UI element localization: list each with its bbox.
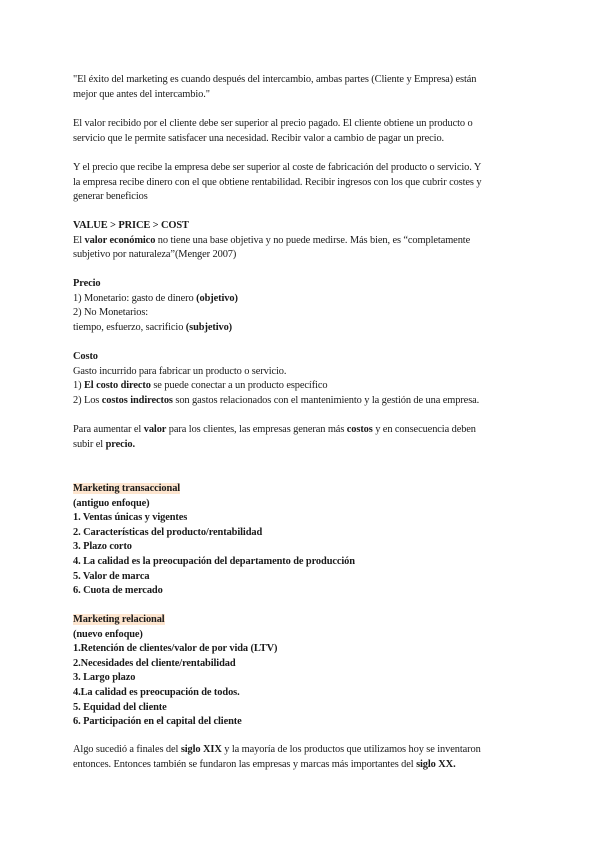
paragraph-line: subir el precio.: [73, 438, 135, 450]
list-item: 5. Valor de marca: [73, 570, 150, 582]
closing-paragraph: [73, 743, 533, 772]
value-definition-line: subjetivo por naturaleza”(Menger 2007): [73, 249, 237, 261]
list-item: 1.Retención de clientes/valor de por vida (LTV): [73, 643, 278, 655]
costo-line: Gasto incurrido para fabricar un producto o servicio.: [73, 365, 287, 377]
value-formula: VALUE > PRICE > COST: [73, 220, 189, 231]
list-item: 4. La calidad es la preocupación del departamento de producción: [73, 555, 355, 567]
list-item: 2.Necesidades del cliente/rentabilidad: [73, 657, 236, 669]
list-item: 3. Plazo corto: [73, 541, 132, 553]
client-value-paragraph: [73, 117, 533, 146]
intro-quote: [73, 73, 533, 102]
marketing-transaccional-section: [73, 482, 533, 599]
marketing-relacional-section: [73, 613, 533, 730]
list-item: 6. Cuota de mercado: [73, 585, 163, 597]
paragraph-line: entonces. Entonces también se fundaron las empresas y marcas más importantes del siglo XX.: [73, 758, 456, 770]
precio-item: 2) No Monetarios:: [73, 307, 149, 319]
list-item: 6. Participación en el capital del cliente: [73, 716, 242, 728]
company-price-paragraph: [73, 161, 533, 205]
paragraph-line: servicio que le permite satisfacer una necesidad. Recibir valor a cambio de pagar un precio.: [73, 132, 445, 144]
precio-item: tiempo, esfuerzo, sacrificio (subjetivo): [73, 321, 233, 333]
marketing-transaccional-subheading: (antiguo enfoque): [73, 497, 150, 509]
paragraph-line: El valor recibido por el cliente debe ser superior al precio pagado. El cliente obtiene un producto o: [73, 118, 473, 129]
costo-line: 2) Los costos indirectos son gastos relacionados con el mantenimiento y la gestión de una empresa.: [73, 394, 480, 406]
paragraph-line: generar beneficios: [73, 191, 148, 203]
value-increase-paragraph: [73, 423, 533, 452]
costo-heading: Costo: [73, 351, 98, 362]
precio-heading: Precio: [73, 278, 101, 289]
paragraph-line: Para aumentar el valor para los clientes, las empresas generan más costos y en consecuencia deben: [73, 424, 476, 435]
marketing-transaccional-heading: Marketing transaccional: [73, 483, 181, 494]
marketing-relacional-subheading: (nuevo enfoque): [73, 628, 143, 640]
paragraph-line: la empresa recibe dinero con el que obtiene rentabilidad. Recibir ingresos con los que cubrir costes y: [73, 176, 482, 188]
list-item: 1. Ventas únicas y vigentes: [73, 512, 188, 524]
list-item: 3. Largo plazo: [73, 672, 136, 684]
value-section: [73, 219, 533, 263]
paragraph-line: Algo sucedió a finales del siglo XIX y la mayoría de los productos que utilizamos hoy se inventaron: [73, 744, 481, 755]
costo-line: 1) El costo directo se puede conectar a un producto específico: [73, 380, 328, 392]
intro-quote-line: "El éxito del marketing es cuando después del intercambio, ambas partes (Cliente y Empresa) están: [73, 74, 477, 85]
paragraph-line: Y el precio que recibe la empresa debe ser superior al coste de fabricación del producto o servicio. Y: [73, 162, 482, 173]
list-item: 2. Características del producto/rentabilidad: [73, 526, 263, 538]
precio-section: [73, 277, 533, 335]
list-item: 5. Equidad del cliente: [73, 701, 167, 713]
costo-section: [73, 350, 533, 408]
intro-quote-line: mejor que antes del intercambio.": [73, 88, 210, 100]
list-item: 4.La calidad es preocupación de todos.: [73, 686, 240, 698]
value-definition-line: El valor económico no tiene una base objetiva y no puede medirse. Más bien, es “completamente: [73, 234, 471, 246]
precio-item: 1) Monetario: gasto de dinero (objetivo): [73, 292, 238, 304]
marketing-relacional-heading: Marketing relacional: [73, 614, 165, 625]
